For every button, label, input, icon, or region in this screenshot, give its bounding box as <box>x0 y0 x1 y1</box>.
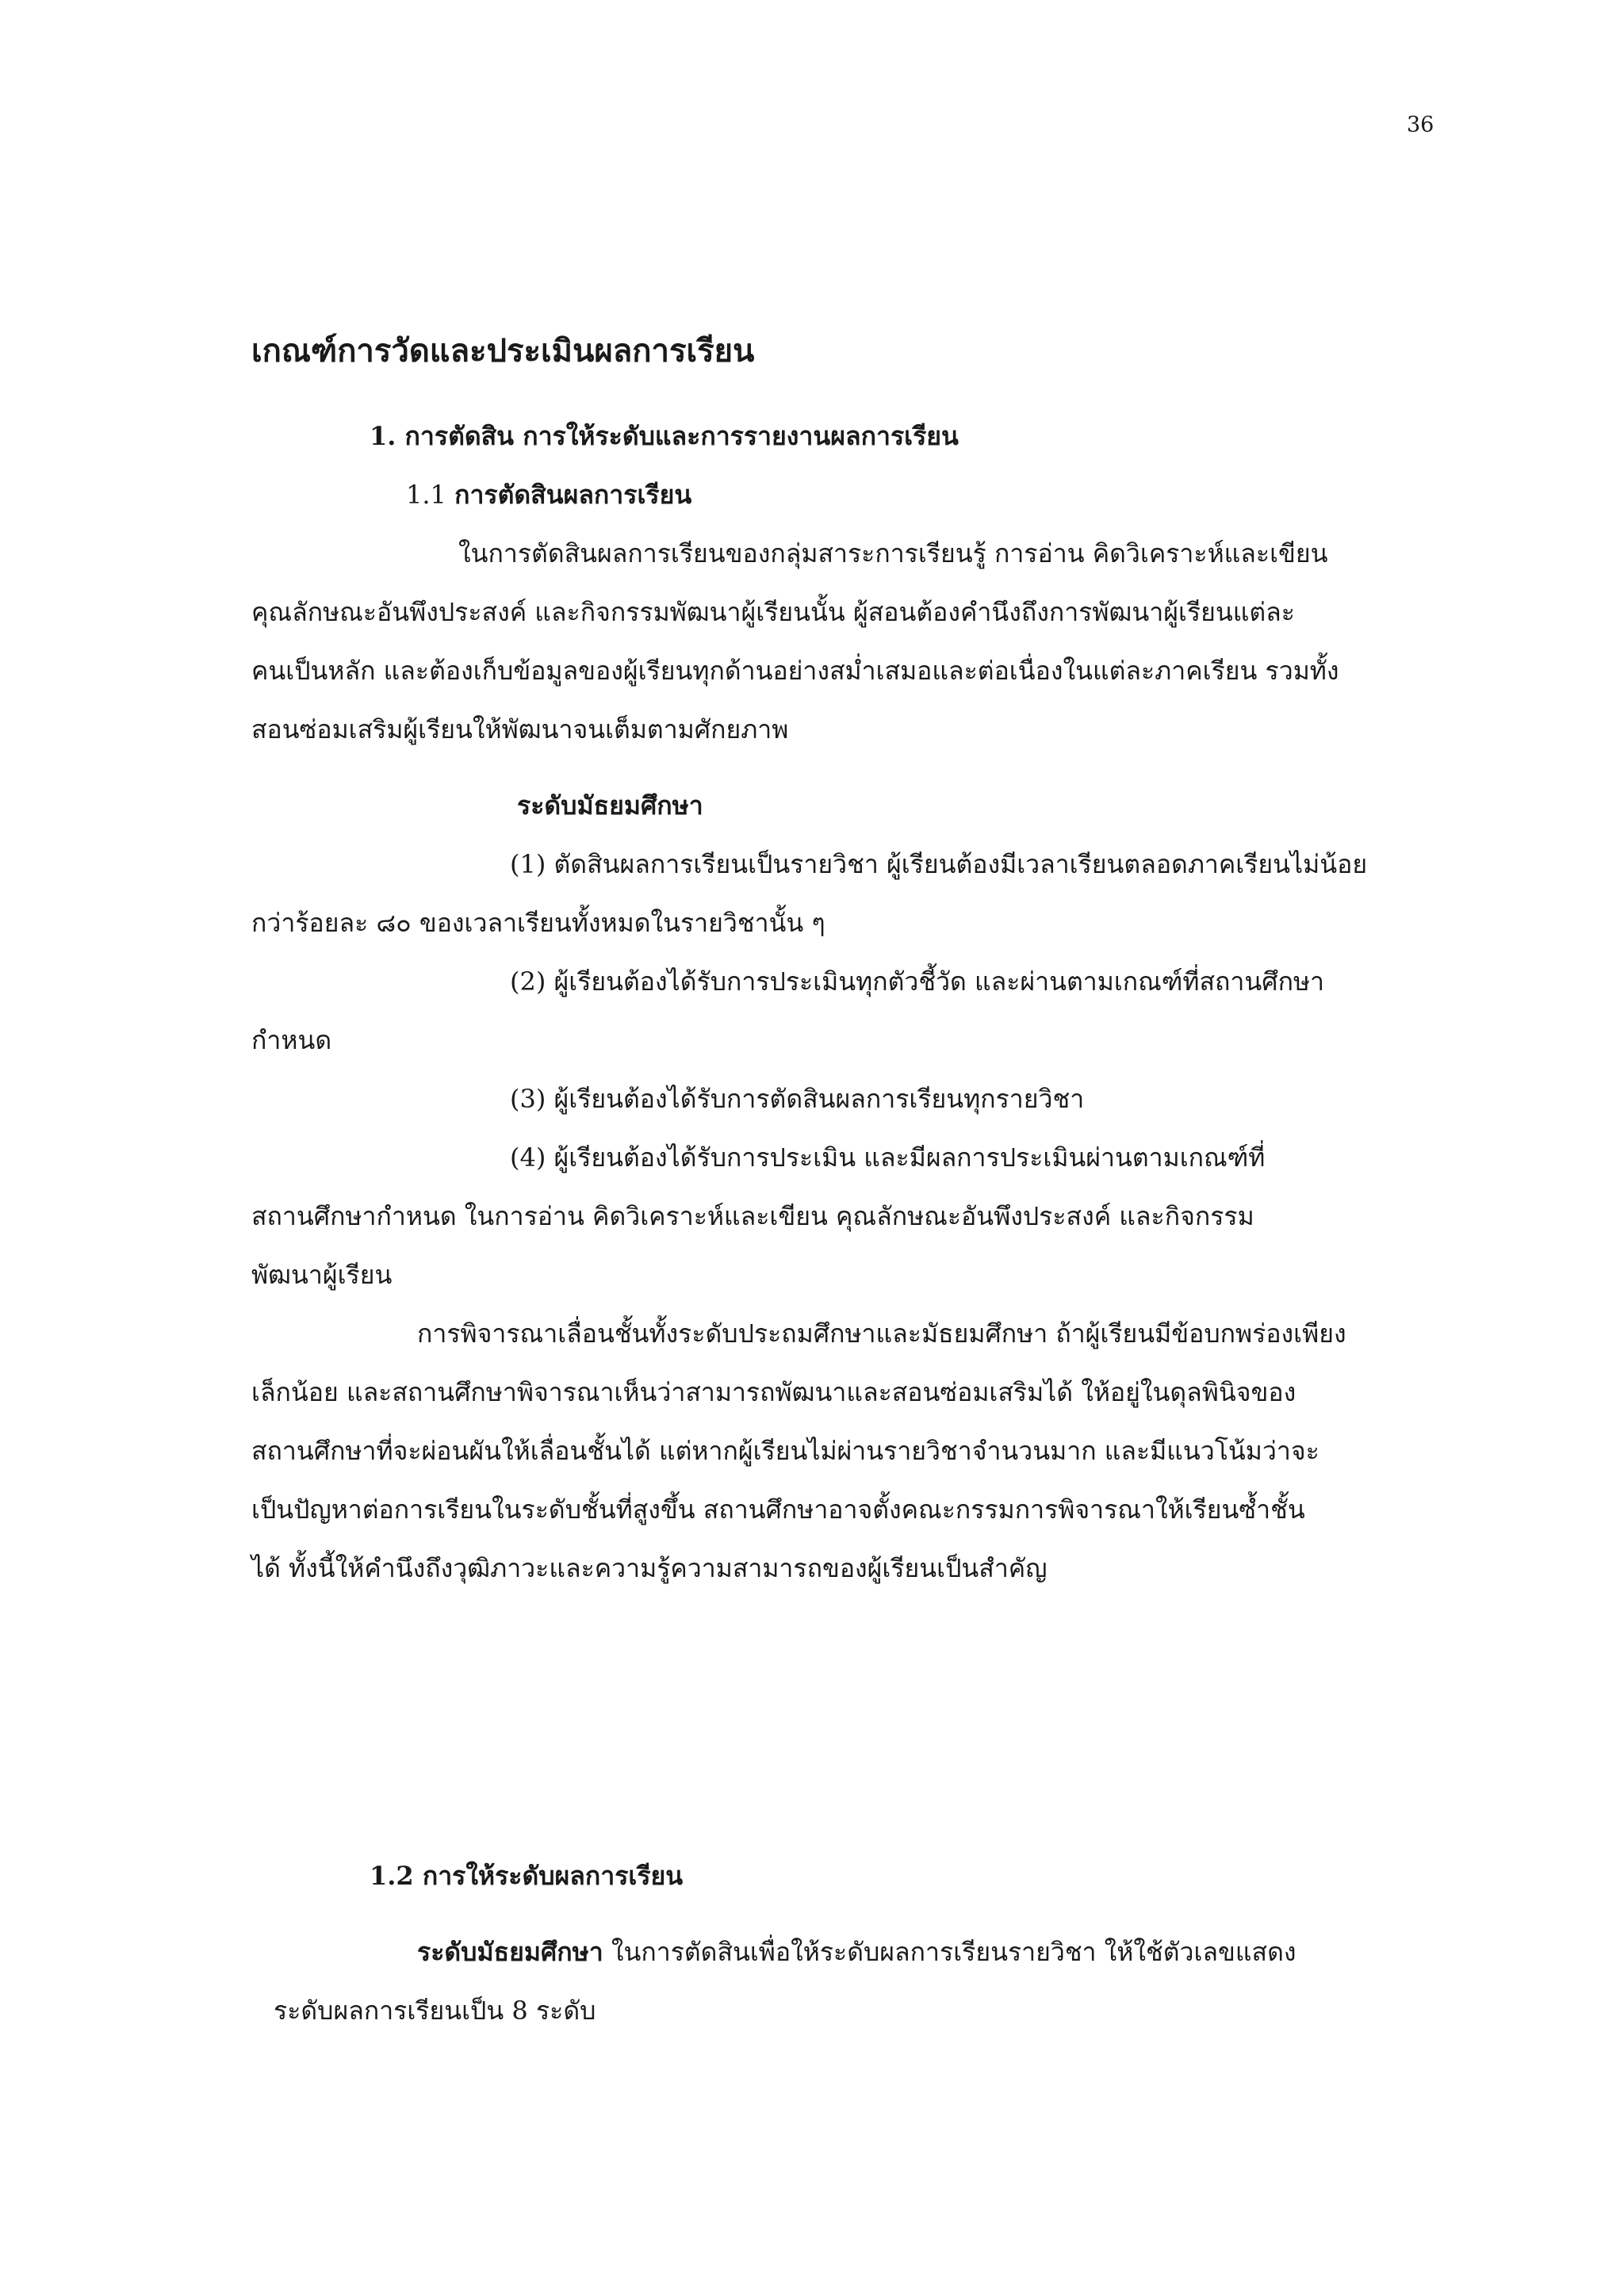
paragraph-line <box>417 1936 1296 1968</box>
subsection-title: การตัดสินผลการเรียน <box>454 480 692 510</box>
list-item-line: (4) ผู้เรียนต้องได้รับการประเมิน และมีผลการประเมินผ่านตามเกณฑ์ที่ <box>510 1142 1266 1173</box>
subsection-1-1-heading <box>406 479 691 511</box>
document-heading: เกณฑ์การวัดและประเมินผลการเรียน <box>251 332 755 369</box>
list-item-line: กำหนด <box>251 1025 332 1055</box>
list-item-line: พัฒนาผู้เรียน <box>251 1260 393 1290</box>
lead-bold-text: ระดับมัธยมศึกษา <box>417 1937 603 1967</box>
paragraph-line: คนเป็นหลัก และต้องเก็บข้อมูลของผู้เรียนทุกด้านอย่างสม่ำเสมอและต่อเนื่องในแต่ละภาคเรียน รวมทั้ง <box>251 656 1339 686</box>
paragraph-line: การพิจารณาเลื่อนชั้นทั้งระดับประถมศึกษาและมัธยมศึกษา ถ้าผู้เรียนมีข้อบกพร่องเพียง <box>417 1318 1346 1349</box>
list-item-line: (1) ตัดสินผลการเรียนเป็นรายวิชา ผู้เรียนต้องมีเวลาเรียนตลอดภาคเรียนไม่น้อย <box>510 849 1368 879</box>
level-title: ระดับมัธยมศึกษา <box>517 790 703 821</box>
paragraph-line: สถานศึกษาที่จะผ่อนผันให้เลื่อนชั้นได้ แต่หากผู้เรียนไม่ผ่านรายวิชาจำนวนมาก และมีแนวโน้มว่าจะ <box>251 1436 1320 1466</box>
list-item-line: สถานศึกษากำหนด ในการอ่าน คิดวิเคราะห์และเขียน คุณลักษณะอันพึงประสงค์ และกิจกรรม <box>251 1201 1254 1231</box>
paragraph-line: สอนซ่อมเสริมผู้เรียนให้พัฒนาจนเต็มตามศักยภาพ <box>251 714 789 744</box>
paragraph-line: ระดับผลการเรียนเป็น 8 ระดับ <box>274 1996 596 2026</box>
paragraph-line: เป็นปัญหาต่อการเรียนในระดับชั้นที่สูงขึ้น สถานศึกษาอาจตั้งคณะกรรมการพิจารณาให้เรียนซ้ำชั้น <box>251 1494 1305 1525</box>
paragraph-line: ได้ ทั้งนี้ให้คำนึงถึงวุฒิภาวะและความรู้ความสามารถของผู้เรียนเป็นสำคัญ <box>251 1553 1048 1583</box>
paragraph-line: ในการตัดสินผลการเรียนของกลุ่มสาระการเรียนรู้ การอ่าน คิดวิเคราะห์และเขียน <box>458 538 1328 568</box>
subsection-1-2-title: 1.2 การให้ระดับผลการเรียน <box>370 1861 684 1891</box>
list-item-line: (3) ผู้เรียนต้องได้รับการตัดสินผลการเรียนทุกรายวิชา <box>510 1084 1085 1114</box>
list-item-line: (2) ผู้เรียนต้องได้รับการประเมินทุกตัวชี้วัด และผ่านตามเกณฑ์ที่สถานศึกษา <box>510 966 1324 997</box>
lead-text: ในการตัดสินเพื่อให้ระดับผลการเรียนรายวิชา ให้ใช้ตัวเลขแสดง <box>603 1937 1297 1967</box>
page-number: 36 <box>1407 113 1434 137</box>
subsection-number: 1.1 <box>406 480 446 510</box>
list-item-line: กว่าร้อยละ ๘๐ ของเวลาเรียนทั้งหมดในรายวิชานั้น ๆ <box>251 908 825 938</box>
paragraph-line: เล็กน้อย และสถานศึกษาพิจารณาเห็นว่าสามารถพัฒนาและสอนซ่อมเสริมได้ ให้อยู่ในดุลพินิจของ <box>251 1377 1297 1407</box>
section-1-title: 1. การตัดสิน การให้ระดับและการรายงานผลการเรียน <box>370 421 959 451</box>
paragraph-line: คุณลักษณะอันพึงประสงค์ และกิจกรรมพัฒนาผู้เรียนนั้น ผู้สอนต้องคำนึงถึงการพัฒนาผู้เรียนแต่ละ <box>251 597 1295 627</box>
